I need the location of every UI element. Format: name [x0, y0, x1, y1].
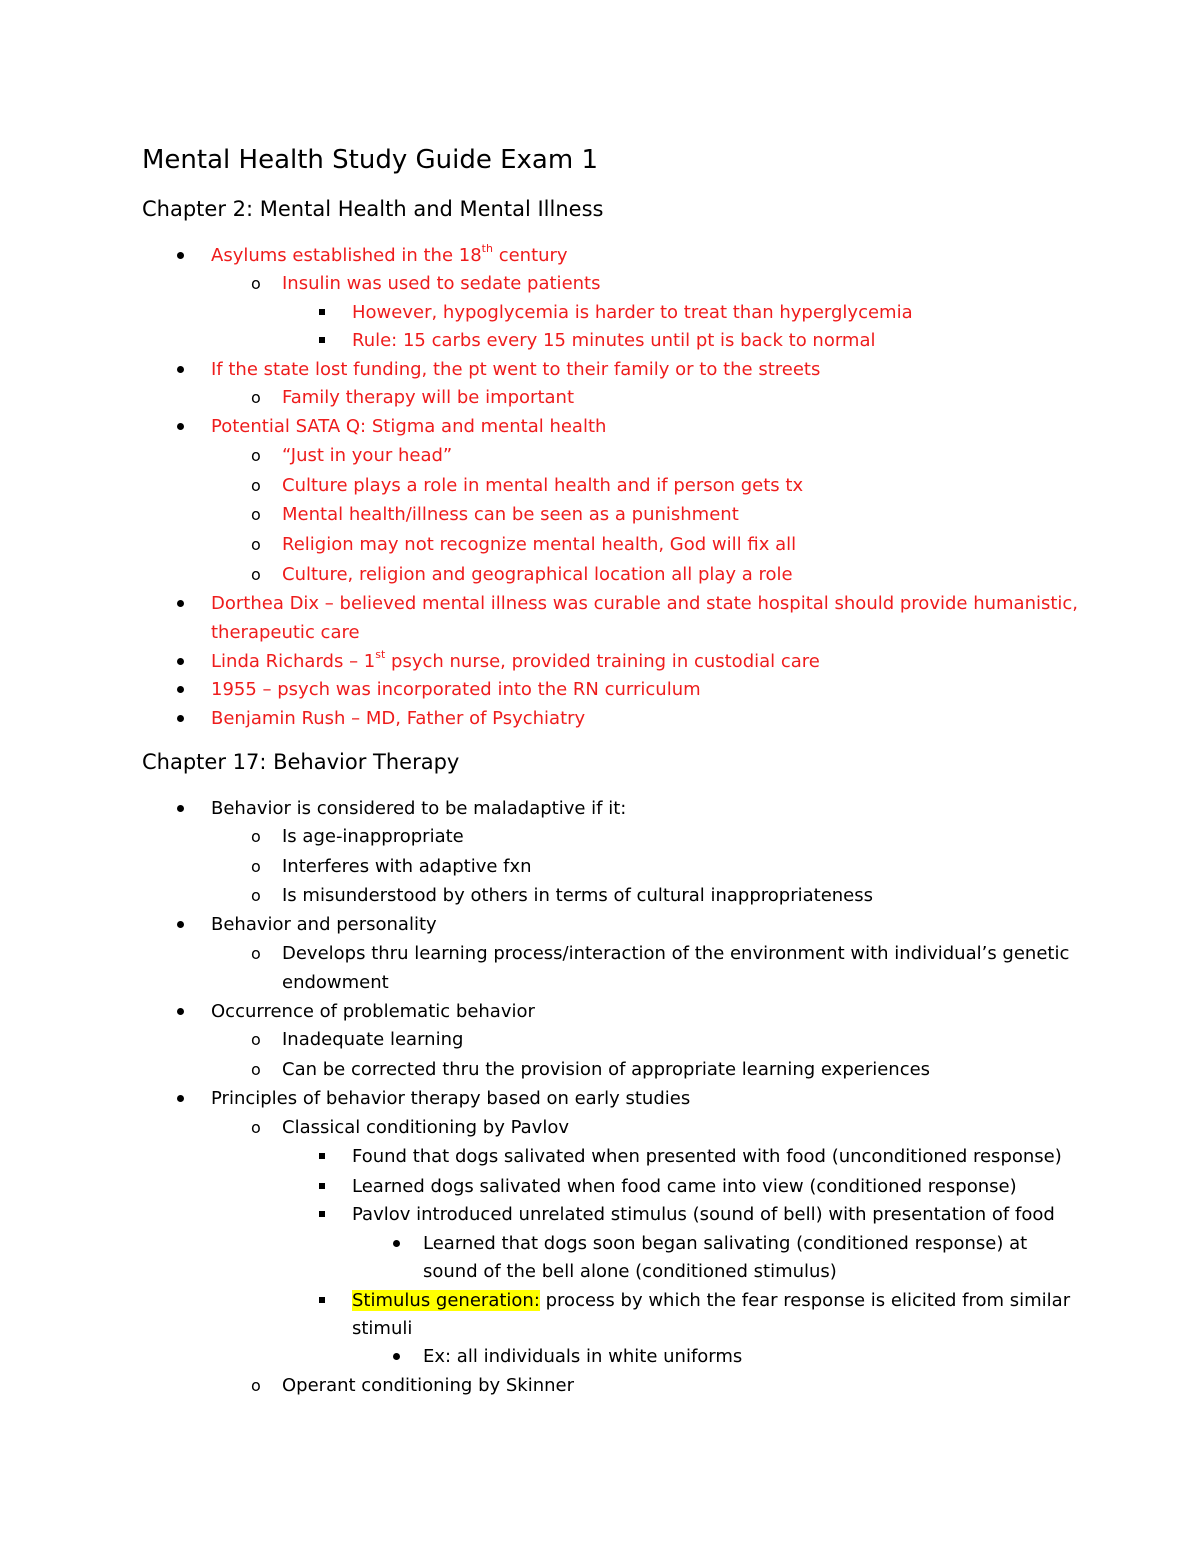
bullet-disc-icon — [177, 715, 184, 722]
list-item-pavlov-introduced: Pavlov introduced unrelated stimulus (sound of bell) with presentation of food — [352, 1204, 1055, 1225]
bullet-circle-icon: o — [251, 827, 261, 846]
list-item-develops-line2: endowment — [282, 972, 389, 993]
list-item-learned-bell-line2: sound of the bell alone (conditioned stimulus) — [423, 1261, 837, 1282]
list-item-family-therapy: Family therapy will be important — [282, 387, 575, 408]
list-item-age-inappropriate: Is age-inappropriate — [282, 826, 464, 847]
bullet-circle-icon: o — [251, 1118, 261, 1137]
list-item-develops-line1: Develops thru learning process/interaction of the environment with individual’s genetic — [282, 943, 1070, 964]
bullet-circle-icon: o — [251, 1376, 261, 1395]
bullet-disc-icon — [177, 1008, 184, 1015]
list-item-inadequate: Inadequate learning — [282, 1029, 464, 1050]
list-item-corrected: Can be corrected thru the provision of appropriate learning experiences — [282, 1059, 931, 1080]
bullet-square-icon — [319, 1211, 325, 1217]
list-item-operant: Operant conditioning by Skinner — [282, 1375, 575, 1396]
bullet-circle-icon: o — [251, 505, 261, 524]
bullet-disc-icon — [177, 600, 184, 607]
list-item-culture-role: Culture plays a role in mental health and if person gets tx — [282, 475, 804, 496]
bullet-square-icon — [319, 337, 325, 343]
bullet-disc-icon — [177, 252, 184, 259]
list-item-sata: Potential SATA Q: Stigma and mental health — [211, 416, 607, 437]
list-item-learned-view: Learned dogs salivated when food came into view (conditioned response) — [352, 1176, 1017, 1197]
bullet-disc-icon — [177, 366, 184, 373]
bullet-square-icon — [319, 1183, 325, 1189]
bullet-square-icon — [319, 1153, 325, 1159]
asylums-text-pre: Asylums established in the 18 — [211, 245, 482, 266]
bullet-circle-icon: o — [251, 944, 261, 963]
list-item-punishment: Mental health/illness can be seen as a punishment — [282, 504, 739, 525]
richards-superscript: st — [375, 648, 386, 661]
list-item-principles: Principles of behavior therapy based on early studies — [211, 1088, 691, 1109]
list-item-ex-uniforms: Ex: all individuals in white uniforms — [423, 1346, 743, 1367]
document-title: Mental Health Study Guide Exam 1 — [142, 145, 598, 175]
list-item-stimulus-line1 — [352, 1286, 1070, 1315]
list-item-1955: 1955 – psych was incorporated into the RN curriculum — [211, 679, 701, 700]
list-item-classical: Classical conditioning by Pavlov — [282, 1117, 569, 1138]
list-item-asylums — [211, 241, 568, 270]
list-item-culture-religion: Culture, religion and geographical location all play a role — [282, 564, 793, 585]
bullet-square-icon — [319, 309, 325, 315]
bullet-disc-icon — [177, 658, 184, 665]
list-item-rule: Rule: 15 carbs every 15 minutes until pt is back to normal — [352, 330, 876, 351]
list-item-rush: Benjamin Rush – MD, Father of Psychiatry — [211, 708, 586, 729]
asylums-text-post: century — [492, 245, 568, 266]
bullet-disc-icon — [177, 423, 184, 430]
list-item-found: Found that dogs salivated when presented with food (unconditioned response) — [352, 1146, 1062, 1167]
list-item-insulin: Insulin was used to sedate patients — [282, 273, 601, 294]
bullet-disc-icon — [177, 921, 184, 928]
list-item-misunderstood: Is misunderstood by others in terms of cultural inappropriateness — [282, 885, 874, 906]
list-item-interferes: Interferes with adaptive fxn — [282, 856, 532, 877]
bullet-circle-icon: o — [251, 886, 261, 905]
bullet-disc-icon — [177, 805, 184, 812]
bullet-circle-icon: o — [251, 857, 261, 876]
bullet-square-icon — [319, 1297, 325, 1303]
richards-text-post: psych nurse, provided training in custodial care — [385, 651, 820, 672]
list-item-hypoglycemia: However, hypoglycemia is harder to treat than hyperglycemia — [352, 302, 913, 323]
stimulus-term-highlight: Stimulus generation: — [352, 1290, 540, 1311]
bullet-circle-icon: o — [251, 1030, 261, 1049]
list-item-funding: If the state lost funding, the pt went to their family or to the streets — [211, 359, 821, 380]
list-item-just-head: “Just in your head” — [282, 445, 453, 466]
bullet-circle-icon: o — [251, 535, 261, 554]
list-item-religion: Religion may not recognize mental health, God will fix all — [282, 534, 797, 555]
chapter-2-heading: Chapter 2: Mental Health and Mental Illness — [142, 197, 604, 221]
list-item-dix-line2: therapeutic care — [211, 622, 360, 643]
bullet-circle-icon: o — [251, 274, 261, 293]
list-item-maladaptive: Behavior is considered to be maladaptive if it: — [211, 798, 627, 819]
list-item-dix-line1: Dorthea Dix – believed mental illness was curable and state hospital should provide humanistic, — [211, 593, 1079, 614]
asylums-superscript: th — [481, 242, 493, 255]
bullet-circle-icon: o — [251, 565, 261, 584]
list-item-richards — [211, 647, 820, 676]
bullet-disc-icon — [177, 686, 184, 693]
bullet-disc-icon — [393, 1353, 400, 1360]
stimulus-definition: process by which the fear response is elicited from similar — [539, 1290, 1071, 1311]
bullet-circle-icon: o — [251, 446, 261, 465]
bullet-disc-icon — [393, 1240, 400, 1247]
bullet-circle-icon: o — [251, 388, 261, 407]
richards-text-pre: Linda Richards – 1 — [211, 651, 376, 672]
list-item-learned-bell-line1: Learned that dogs soon began salivating (conditioned response) at — [423, 1233, 1028, 1254]
list-item-stimulus-line2: stimuli — [352, 1318, 413, 1339]
chapter-17-heading: Chapter 17: Behavior Therapy — [142, 750, 460, 774]
list-item-occurrence: Occurrence of problematic behavior — [211, 1001, 535, 1022]
list-item-behavior-personality: Behavior and personality — [211, 914, 437, 935]
bullet-disc-icon — [177, 1095, 184, 1102]
bullet-circle-icon: o — [251, 1060, 261, 1079]
bullet-circle-icon: o — [251, 476, 261, 495]
